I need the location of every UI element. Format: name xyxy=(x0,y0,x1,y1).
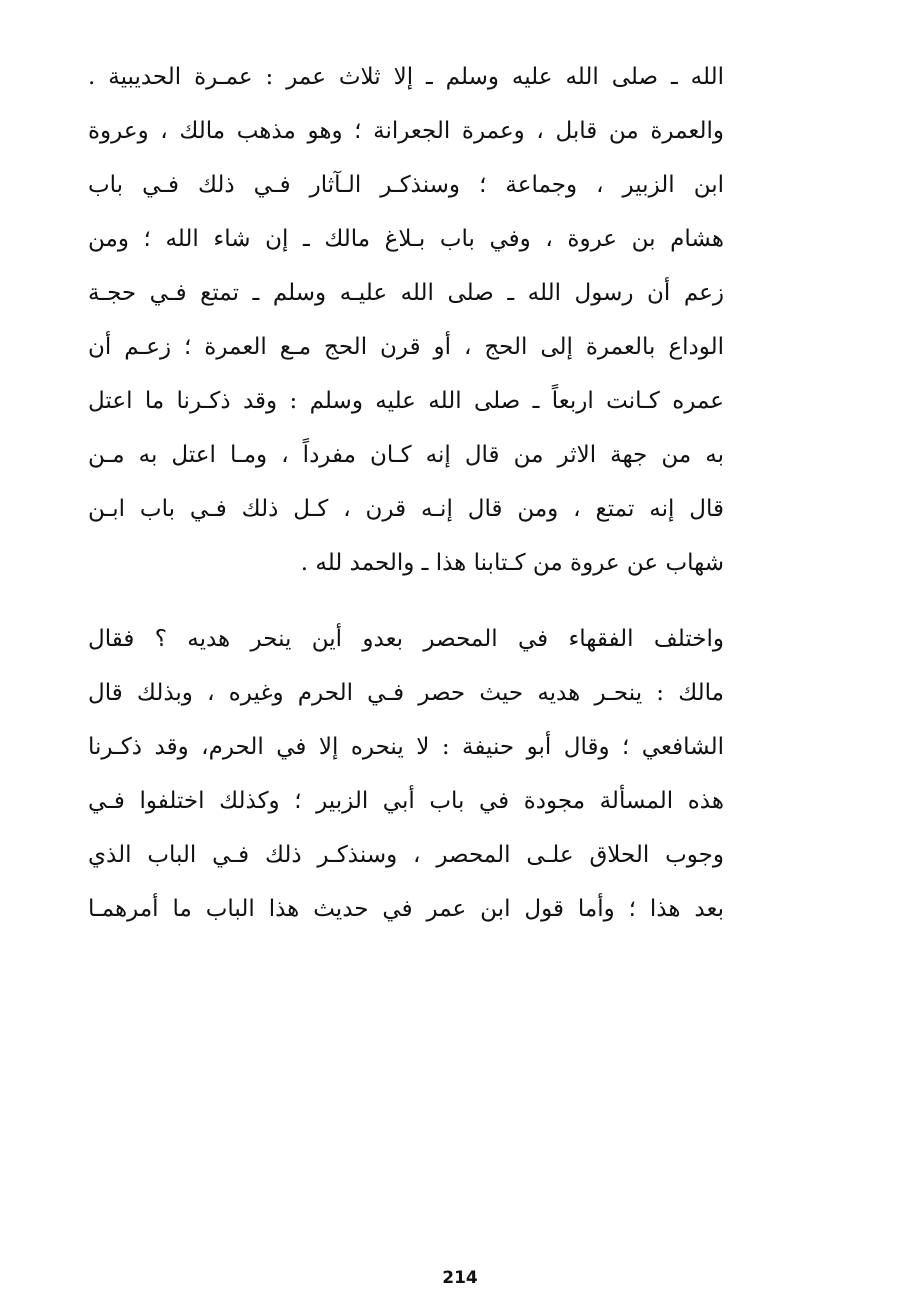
text-line: قال إنه تمتع ، ومن قال إنـه قرن ، كـل ذلك فـي باب ابـن xyxy=(88,496,724,522)
text-line: مالك : ينحـر هديه حيث حصر فـي الحرم وغيره ، وبذلك قال xyxy=(88,680,724,706)
paragraph-1 xyxy=(88,50,724,590)
text-line: الله ـ صلى الله عليه وسلم ـ إلا ثلاث عمر : عمـرة الحديبية . xyxy=(88,64,724,90)
page-number: 214 xyxy=(442,1268,478,1288)
text-line: واختلف الفقهاء في المحصر بعدو أين ينحر هديه ؟ فقال xyxy=(88,626,724,652)
text-line: زعم أن رسول الله ـ صلى الله عليـه وسلم ـ تمتع فـي حجـة xyxy=(88,280,724,306)
text-line: به من جهة الاثر من قال إنه كـان مفرداً ، ومـا اعتل به مـن xyxy=(88,442,724,468)
paragraph-2 xyxy=(88,612,724,936)
text-line: عمره كـانت اربعاً ـ صلى الله عليه وسلم : وقد ذكـرنا ما اعتل xyxy=(88,388,724,414)
text-line: شهاب عن عروة من كـتابنا هذا ـ والحمد لله . xyxy=(300,550,724,576)
text-line: بعد هذا ؛ وأما قول ابن عمر في حديث هذا الباب ما أمرهمـا xyxy=(88,896,724,922)
text-line: والعمرة من قابل ، وعمرة الجعرانة ؛ وهو مذهب مالك ، وعروة xyxy=(88,118,724,144)
text-line: هذه المسألة مجودة في باب أبي الزبير ؛ وكذلك اختلفوا فـي xyxy=(88,788,724,814)
text-line: هشام بن عروة ، وفي باب بـلاغ مالك ـ إن شاء الله ؛ ومن xyxy=(88,226,724,252)
text-line: الشافعي ؛ وقال أبو حنيفة : لا ينحره إلا في الحرم، وقد ذكـرنا xyxy=(88,734,724,760)
text-line: ابن الزبير ، وجماعة ؛ وسنذكـر الـآثار فـي ذلك فـي باب xyxy=(88,172,724,198)
text-line: الوداع بالعمرة إلى الحج ، أو قرن الحج مـع العمرة ؛ زعـم أن xyxy=(88,334,724,360)
text-line: وجوب الحلاق علـى المحصر ، وسنذكـر ذلك فـي الباب الذي xyxy=(88,842,724,868)
